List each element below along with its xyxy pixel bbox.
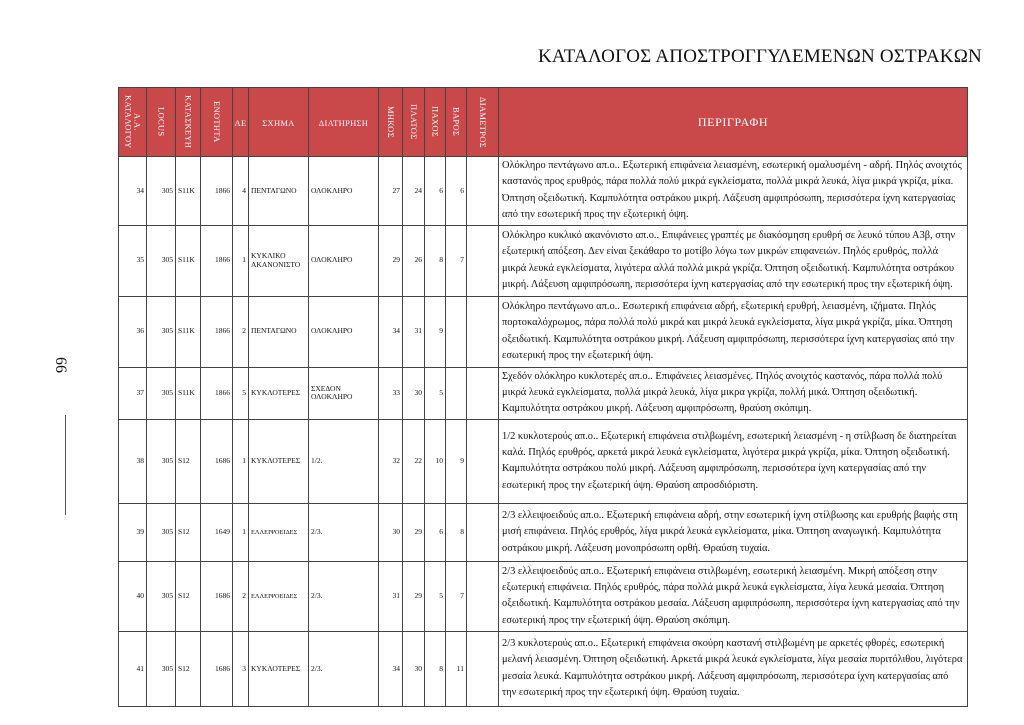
kataskevi-cell: S12 [176, 631, 201, 706]
kataskevi-cell: S12 [176, 561, 201, 631]
diametros-cell [467, 561, 499, 631]
margin-rule [65, 415, 66, 515]
header-row [119, 88, 968, 157]
header-diametros: ΔΙΑΜΕΤΡΟΣ [467, 88, 499, 157]
diatirisi-cell: ΟΛΟΚΛΗΡΟ [309, 296, 379, 367]
diatirisi-cell: 2/3. [309, 631, 379, 706]
schima-cell: ΚΥΚΛΟΤΕΡΕΣ [249, 367, 309, 419]
diametros-cell [467, 631, 499, 706]
varos-cell [446, 296, 467, 367]
header-schima: ΣΧΗΜΑ [249, 88, 309, 157]
locus-cell: 305 [147, 419, 176, 503]
diatirisi-cell: 2/3. [309, 503, 379, 561]
platos-cell: 29 [403, 503, 425, 561]
diatirisi-cell: 1/2. [309, 419, 379, 503]
varos-cell: 7 [446, 561, 467, 631]
locus-cell: 305 [147, 503, 176, 561]
mikos-cell: 29 [379, 225, 403, 296]
mikos-cell: 31 [379, 561, 403, 631]
diametros-cell [467, 296, 499, 367]
description-cell: Σχεδόν ολόκληρο κυκλοτερές απ.ο.. Επιφάνειες λειασμένες. Πηλός ανοιχτός καστανός, πάρα πολλά πολύ μικρά λευκά εγκλείσματα, πολλά μικρά λευκά, λίγα μικρα γκρίζα, πολλή μικά. Όπτηση οξειδωτική. Καμπυλότητα οστράκου μικρή. Λάξευση αμφιπρόσωπη, θραύση σκόπιμη. [499, 367, 968, 419]
mikos-cell: 32 [379, 419, 403, 503]
table-row [119, 296, 968, 367]
catalogue-table [118, 87, 968, 707]
header-varos: ΒΑΡΟΣ [446, 88, 467, 157]
schima-cell: ΕΛΛΕΙΨΟΕΙΔΕΣ [249, 561, 309, 631]
enotita-cell: 1686 [201, 561, 233, 631]
pachos-cell: 5 [425, 561, 446, 631]
kataskevi-cell: S12 [176, 419, 201, 503]
table-row [119, 561, 968, 631]
schima-cell: ΚΥΚΛΙΚΟ ΑΚΑΝΟΝΙΣΤΟ [249, 225, 309, 296]
pachos-cell: 6 [425, 157, 446, 226]
description-cell: Ολόκληρο πεντάγωνο απ.ο.. Εξωτερική επιφάνεια λειασμένη, εσωτερική ομαλυσμένη - αδρή. Πηλός ανοιχτός καστανός προς ερυθρός, πάρα πολλά πολύ μικρά εγκλείσματα, πολλά μικρά λευκά, λίγα μικρά γκρίζα, μίκα. Όπτηση οξειδωτική. Καμπυλότητα οστράκου μικρή. Λάξευση αμφιπρόσωπη, περισσότερα ίχνη κατεργασίας από την εσωτερική προς την εξωτερική όψη. [499, 157, 968, 226]
pachos-cell: 6 [425, 503, 446, 561]
kataskevi-cell: S12 [176, 503, 201, 561]
kataskevi-cell: S11K [176, 296, 201, 367]
catalogue-number: 40 [119, 561, 147, 631]
header-platos: ΠΛΑΤΟΣ [403, 88, 425, 157]
ae-cell: 1 [233, 419, 249, 503]
varos-cell: 9 [446, 419, 467, 503]
kataskevi-cell: S11K [176, 157, 201, 226]
header-perigrafi: ΠΕΡΙΓΡΑΦΗ [499, 88, 968, 157]
diametros-cell [467, 225, 499, 296]
ae-cell: 3 [233, 631, 249, 706]
header-mikos: ΜΗΚΟΣ [379, 88, 403, 157]
diametros-cell [467, 157, 499, 226]
schima-cell: ΚΥΚΛΟΤΕΡΕΣ [249, 419, 309, 503]
varos-cell: 6 [446, 157, 467, 226]
catalogue-number: 36 [119, 296, 147, 367]
ae-cell: 4 [233, 157, 249, 226]
mikos-cell: 30 [379, 503, 403, 561]
ae-cell: 2 [233, 296, 249, 367]
enotita-cell: 1649 [201, 503, 233, 561]
table-row [119, 367, 968, 419]
enotita-cell: 1866 [201, 296, 233, 367]
mikos-cell: 34 [379, 631, 403, 706]
enotita-cell: 1866 [201, 367, 233, 419]
varos-cell [446, 367, 467, 419]
enotita-cell: 1686 [201, 419, 233, 503]
diametros-cell [467, 419, 499, 503]
locus-cell: 305 [147, 631, 176, 706]
table-row [119, 631, 968, 706]
schima-cell: ΠΕΝΤΑΓΩΝΟ [249, 157, 309, 226]
header-kataskevi: ΚΑΤΑΣΚΕΥΗ [176, 88, 201, 157]
mikos-cell: 33 [379, 367, 403, 419]
ae-cell: 2 [233, 561, 249, 631]
platos-cell: 30 [403, 367, 425, 419]
description-cell: 2/3 ελλειψοειδούς απ.ο.. Εξωτερική επιφάνεια στιλβωμένη, εσωτερική λειασμένη. Μικρή απόξεση στην εξωτερική επιφάνεια. Πηλός ερυθρός, πάρα πολλά μικρά λευκά εγκλείσματα, λίγα λευκά μεσαία. Όπτηση οξειδωτική. Καμπυλότητα οστράκου μεσαία. Λάξευση αμφιπρόσωπη, περισσότερα ίχνη κατεργασίας από την εσωτερική προς την εξωτερική όψη. Θραύση σκόπιμη. [499, 561, 968, 631]
kataskevi-cell: S11K [176, 367, 201, 419]
table-row [119, 503, 968, 561]
schima-cell: ΠΕΝΤΑΓΩΝΟ [249, 296, 309, 367]
locus-cell: 305 [147, 367, 176, 419]
page-title: ΚΑΤΑΛΟΓΟΣ ΑΠΟΣΤΡΟΓΓΥΛΕΜΕΝΩΝ ΟΣΤΡΑΚΩΝ [538, 46, 982, 67]
enotita-cell: 1686 [201, 631, 233, 706]
platos-cell: 31 [403, 296, 425, 367]
diatirisi-cell: 2/3. [309, 561, 379, 631]
header-pachos: ΠΑΧΟΣ [425, 88, 446, 157]
enotita-cell: 1866 [201, 225, 233, 296]
header-diatirisi: ΔΙΑΤΗΡΗΣΗ [309, 88, 379, 157]
locus-cell: 305 [147, 561, 176, 631]
description-cell: Ολόκληρο πεντάγωνο απ.ο.. Εσωτερική επιφάνεια αδρή, εξωτερική ερυθρή, λειασμένη, ιζήματα. Πηλός πορτοκαλόχρωμος, πάρα πολλά πολύ μικρά και μικρά λευκά εγκλείσματα, λίγα μικρά γκρίζα, μίκα. Όπτηση οξειδωτική. Καμπυλότητα οστράκου μικρή. Λάξευση αμφιπρόσωπη, περισσότερα ίχνη κατεργασίας από την εσωτερική προς την εξωτερική όψη. [499, 296, 968, 367]
platos-cell: 29 [403, 561, 425, 631]
description-cell: Ολόκληρο κυκλικό ακανόνιστο απ.ο.. Επιφάνειες γραπτές με διακόσμηση ερυθρή σε λευκό τύπου Α3β, στην εξωτερική απόξεση. Δεν είναι ξεκάθαρο το μοτίβο λόγω των μικρών επιφανειών. Πηλός ερυθρός, πολλά μικρά λευκά εγκλείσματα, λιγότερα αλλά πολλά μικρά γκρίζα. Όπτηση οξειδωτική. Καμπυλότητα οστράκου μικρή. Λάξευση αμφιπρόσωπη, περισσότερα ίχνη κατεργασίας από την εσωτερική προς την εξωτερική όψη. [499, 225, 968, 296]
locus-cell: 305 [147, 225, 176, 296]
pachos-cell: 5 [425, 367, 446, 419]
pachos-cell: 8 [425, 225, 446, 296]
enotita-cell: 1866 [201, 157, 233, 226]
platos-cell: 30 [403, 631, 425, 706]
schima-cell: ΕΛΛΕΙΨΟΕΙΔΕΣ [249, 503, 309, 561]
platos-cell: 26 [403, 225, 425, 296]
diatirisi-cell: ΣΧΕΔΟΝ ΟΛΟΚΛΗΡΟ [309, 367, 379, 419]
kataskevi-cell: S11K [176, 225, 201, 296]
diametros-cell [467, 367, 499, 419]
catalogue-number: 35 [119, 225, 147, 296]
header-aa: Α.Α. ΚΑΤΑΛΟΓΟΥ [119, 88, 147, 157]
ae-cell: 1 [233, 503, 249, 561]
mikos-cell: 27 [379, 157, 403, 226]
header-ae: ΑΕ [233, 88, 249, 157]
locus-cell: 305 [147, 296, 176, 367]
table-row [119, 225, 968, 296]
header-locus: LOCUS [147, 88, 176, 157]
locus-cell: 305 [147, 157, 176, 226]
ae-cell: 5 [233, 367, 249, 419]
diatirisi-cell: ΟΛΟΚΛΗΡΟ [309, 157, 379, 226]
pachos-cell: 8 [425, 631, 446, 706]
catalogue-number: 41 [119, 631, 147, 706]
platos-cell: 24 [403, 157, 425, 226]
varos-cell: 7 [446, 225, 467, 296]
pachos-cell: 10 [425, 419, 446, 503]
catalogue-number: 39 [119, 503, 147, 561]
pachos-cell: 9 [425, 296, 446, 367]
catalogue-number: 38 [119, 419, 147, 503]
diametros-cell [467, 503, 499, 561]
catalogue-number: 34 [119, 157, 147, 226]
platos-cell: 22 [403, 419, 425, 503]
varos-cell: 8 [446, 503, 467, 561]
header-enotita: ΕΝΟΤΗΤΑ [201, 88, 233, 157]
description-cell: 2/3 ελλειψοειδούς απ.ο.. Εξωτερική επιφάνεια αδρή, στην εσωτερική ίχνη στίλβωσης και ερυθρής βαφής στη μισή επιφάνεια. Πηλός ερυθρός, λίγα μικρά λευκά εγκλείσματα, μίκα. Όπτηση αναγωγική. Καμπυλότητα οστράκου μικρή. Λάξευση μονοπρόσωπη ορθή. Θραύση τυχαία. [499, 503, 968, 561]
schima-cell: ΚΥΚΛΟΤΕΡΕΣ [249, 631, 309, 706]
varos-cell: 11 [446, 631, 467, 706]
catalogue-number: 37 [119, 367, 147, 419]
mikos-cell: 34 [379, 296, 403, 367]
ae-cell: 1 [233, 225, 249, 296]
description-cell: 1/2 κυκλοτερούς απ.ο.. Εξωτερική επιφάνεια στιλβωμένη, εσωτερική λειασμένη - η στίλβωση δε διατηρείται καλά. Πηλός ερυθρός, αρκετά μικρά λευκά εγκλείσματα, λιγότερα μικρά γκρίζα, μίκα. Όπτηση οξειδωτική. Καμπυλότητα οστράκου πολύ μικρή. Λάξευση αμφιπρόσωπη, περισσότερα ίχνη κατεργασίας από την εσωτερική προς την εξωτερική όψη. Θραύση απροσδιόριστη. [499, 419, 968, 503]
description-cell: 2/3 κυκλοτερούς απ.ο.. Εξωτερική επιφάνεια σκούρη καστανή στιλβωμένη με αρκετές φθορές, εσωτερική μελανή λειασμένη. Όπτηση οξειδωτική. Αρκετά μικρά λευκά εγκλείσματα, λίγα μεσαία πυριτόλιθου, λιγότερα μεσαία λευκά. Καμπυλότητα οστράκου μικρή. Λάξευση αμφιπρόσωπη, περισσότερα ίχνη κατεργασίας από την εσωτερική προς την εξωτερική όψη. Θραύση τυχαία. [499, 631, 968, 706]
diatirisi-cell: ΟΛΟΚΛΗΡΟ [309, 225, 379, 296]
table-row [119, 157, 968, 226]
table-row [119, 419, 968, 503]
page-number: 66 [52, 357, 69, 373]
